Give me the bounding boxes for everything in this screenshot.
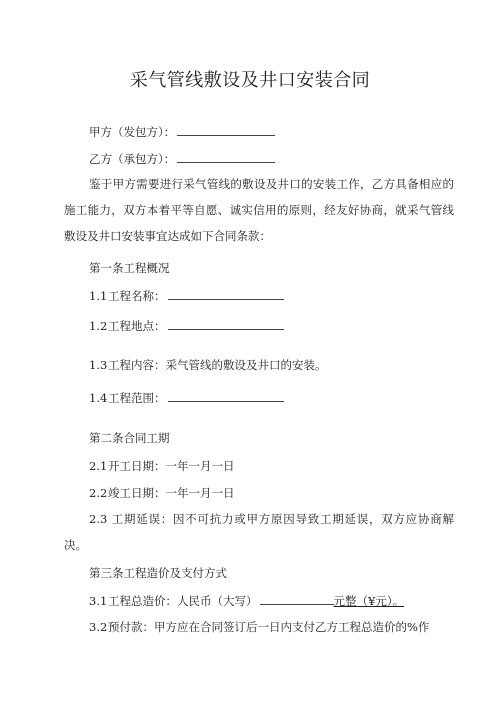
item-label: 工程内容：采气管线的敷设及井口的安装。 xyxy=(108,358,327,372)
document-title: 采气管线敷设及井口安装合同 xyxy=(129,70,371,91)
item-number: 3.2 xyxy=(89,620,108,634)
article3-heading: 第三条工程造价及支付方式 xyxy=(89,566,227,580)
item-3-1 xyxy=(89,593,404,608)
price-amount-blank[interactable] xyxy=(260,593,334,605)
item-2-3-paragraph: 2.3 工期延误：因不可抗力或甲方原因导致工期延误，双方应协商解决。 xyxy=(64,512,454,552)
party-a-blank[interactable] xyxy=(177,124,275,136)
party-b-label: 乙方（承包方）： xyxy=(89,152,176,166)
project-scope-blank[interactable] xyxy=(168,390,284,402)
party-b-line xyxy=(89,151,275,166)
item-number: 3.1 xyxy=(89,594,108,608)
party-a-label: 甲方（发包方）： xyxy=(89,125,176,139)
party-a-line xyxy=(89,124,275,139)
item-label: 竣工日期：一年一月一日 xyxy=(108,486,235,500)
item-number: 2.2 xyxy=(89,486,108,500)
preamble-paragraph: 鉴于甲方需要进行采气管线的敷设及井口的安装工作，乙方具备相应的施工能力，双方本着平等自愿、诚实信用的原则，经友好协商，就采气管线敷设及井口安装事宜达成如下合同条款： xyxy=(64,177,454,243)
item-3-2 xyxy=(89,620,429,634)
item-label: 工程范围： xyxy=(108,391,166,405)
item-number: 1.4 xyxy=(89,391,108,405)
project-location-blank[interactable] xyxy=(168,318,284,330)
item-number: 2.1 xyxy=(89,459,108,473)
item-label: 工程名称： xyxy=(108,289,166,303)
project-name-blank[interactable] xyxy=(168,288,284,300)
item-label: 预付款：甲方应在合同签订后一日内支付乙方工程总造价的%作 xyxy=(108,620,430,634)
article2-heading: 第二条合同工期 xyxy=(89,431,170,445)
item-number: 1.3 xyxy=(89,358,108,372)
item-label: 工程总造价：人民币（大写） xyxy=(108,594,258,608)
item-label: 工程地点： xyxy=(108,319,166,333)
party-b-blank[interactable] xyxy=(177,151,275,163)
price-suffix: 元整（¥元）。 xyxy=(333,594,405,608)
item-1-4 xyxy=(89,390,284,405)
item-1-2 xyxy=(89,318,284,333)
item-number: 1.1 xyxy=(89,289,108,303)
item-2-2 xyxy=(89,486,235,500)
item-2-1 xyxy=(89,459,235,473)
item-number: 1.2 xyxy=(89,319,108,333)
item-1-3 xyxy=(89,358,327,372)
item-label: 开工日期：一年一月一日 xyxy=(108,459,235,473)
item-1-1 xyxy=(89,288,284,303)
article1-heading: 第一条工程概况 xyxy=(89,261,170,275)
